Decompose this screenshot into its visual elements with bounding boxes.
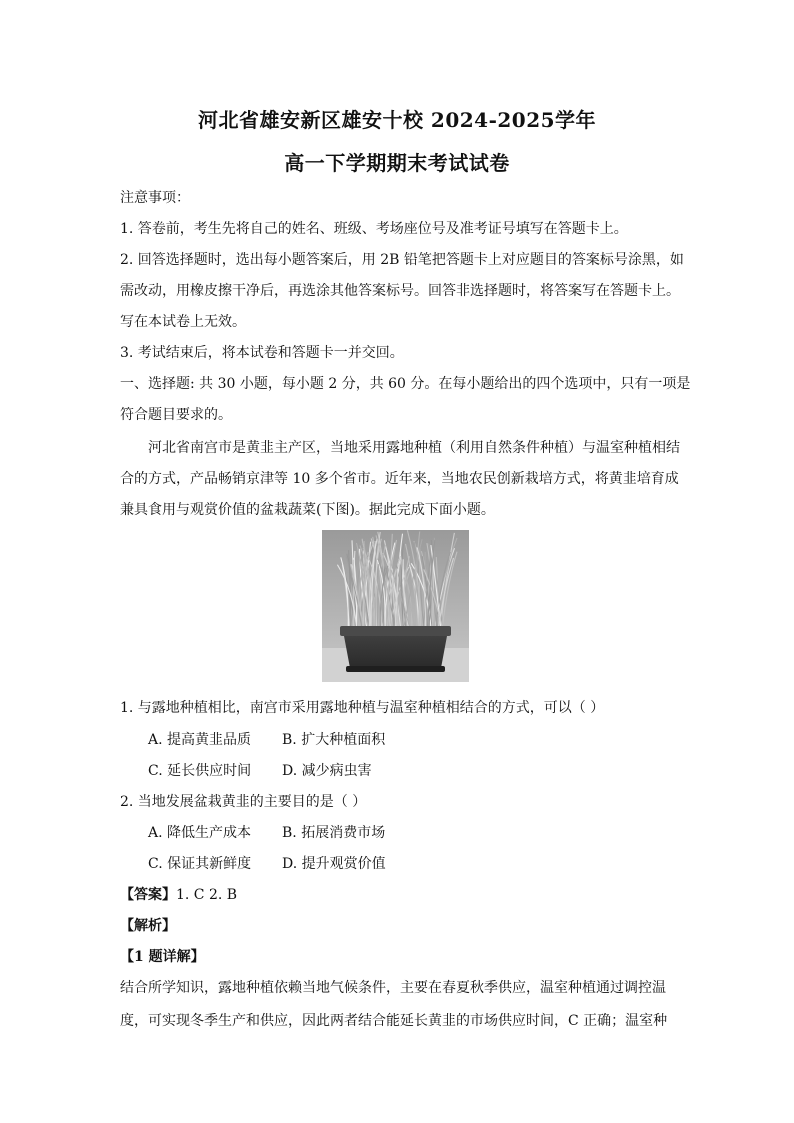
detail-line2: 度，可实现冬季生产和供应，因此两者结合能延长黄韭的市场供应时间，C 正确；温室种 xyxy=(120,1013,668,1029)
q1-option-a: A. 提高黄韭品质 xyxy=(148,732,252,748)
q1-option-c: C. 延长供应时间 xyxy=(148,763,252,779)
q2-option-b: B. 拓展消费市场 xyxy=(282,825,386,841)
notice-item-3: 3. 考试结束后，将本试卷和答题卡一并交回。 xyxy=(120,345,404,361)
detail-line1: 结合所学知识，露地种植依赖当地气候条件，主要在春夏秋季供应，温室种植通过调控温 xyxy=(120,980,666,996)
passage-line2: 合的方式，产品畅销京津等 10 多个省市。近年来，当地农民创新栽培方式，将黄韭培育成 xyxy=(120,471,679,487)
notice-item-2-line3: 写在本试卷上无效。 xyxy=(120,314,246,330)
q1-option-b: B. 扩大种植面积 xyxy=(282,732,386,748)
q2-option-c: C. 保证其新鲜度 xyxy=(148,856,252,872)
q1-stem: 1. 与露地种植相比，南宫市采用露地种植与温室种植相结合的方式，可以（ ） xyxy=(120,700,605,716)
exam-title-line1: 河北省雄安新区雄安十校 2024-2025学年 xyxy=(197,108,597,132)
q1-option-d: D. 减少病虫害 xyxy=(282,763,372,779)
q2-stem: 2. 当地发展盆栽黄韭的主要目的是（ ） xyxy=(120,794,367,810)
notice-item-2-line1: 2. 回答选择题时，选出每小题答案后，用 2B 铅笔把答题卡上对应题目的答案标号涂黑，如 xyxy=(120,252,684,268)
q2-option-a: A. 降低生产成本 xyxy=(148,825,252,841)
passage-line3: 兼具食用与观赏价值的盆栽蔬菜(下图)。据此完成下面小题。 xyxy=(120,502,495,518)
answer-line xyxy=(120,884,237,904)
answer-value: 1. C 2. B xyxy=(176,887,238,903)
exam-title-line2: 高一下学期期末考试试卷 xyxy=(284,151,510,175)
notice-heading: 注意事项： xyxy=(120,190,190,206)
notice-item-1: 1. 答卷前，考生先将自己的姓名、班级、考场座位号及准考证号填写在答题卡上。 xyxy=(120,221,628,237)
detail-label: 【1 题详解】 xyxy=(120,949,205,965)
analysis-label: 【解析】 xyxy=(120,918,176,934)
section1-instruction-line2: 符合题目要求的。 xyxy=(120,407,232,423)
section1-instruction-line1: 一、选择题: 共 30 小题，每小题 2 分，共 60 分。在每小题给出的四个选项中，只有一项是 xyxy=(120,376,691,392)
notice-item-2-line2: 需改动，用橡皮擦干净后，再选涂其他答案标号。回答非选择题时，将答案写在答题卡上。 xyxy=(120,283,680,299)
potted-chive-photo xyxy=(322,530,469,682)
q2-option-d: D. 提升观赏价值 xyxy=(282,856,386,872)
answer-label: 【答案】 xyxy=(120,887,176,903)
passage-line1: 河北省南宫市是黄韭主产区，当地采用露地种植（利用自然条件种植）与温室种植相结 xyxy=(148,440,680,456)
